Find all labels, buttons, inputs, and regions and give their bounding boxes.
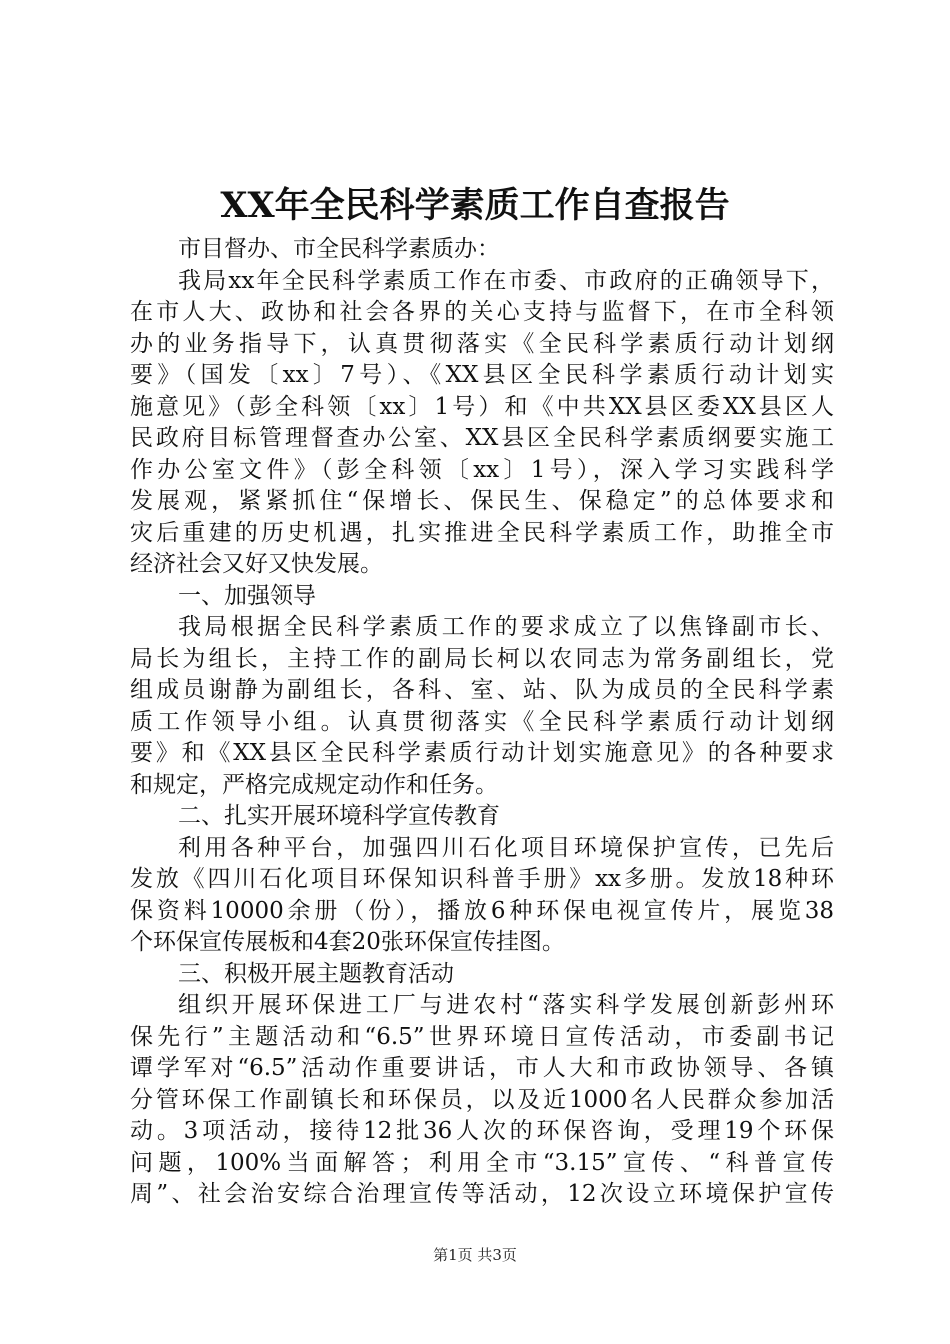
page-footer: 第1页 共3页 <box>433 1246 517 1264</box>
body-text-line: 我局根据全民科学素质工作的要求成立了以焦锋副市长、 <box>178 614 834 640</box>
body-text-line: 局长为组长，主持工作的副局长柯以农同志为常务副组长，党 <box>130 645 834 672</box>
body-text-line: 组织开展环保进工厂与进农村“落实科学发展创新彭州环 <box>178 992 834 1018</box>
body-text-line: 组成员谢静为副组长，各科、室、站、队为成员的全民科学素 <box>130 677 834 703</box>
body-text-line: 分管环保工作副镇长和环保员，以及近1000名人民群众参加活 <box>130 1086 834 1113</box>
body-text-line: 个环保宣传展板和4套20张环保宣传挂图。 <box>130 929 565 955</box>
body-text-line: 灾后重建的历史机遇，扎实推进全民科学素质工作，助推全市 <box>130 519 834 546</box>
section-heading: 二、扎实开展环境科学宣传教育 <box>178 803 500 829</box>
body-text-line: 利用各种平台，加强四川石化项目环境保护宣传，已先后 <box>178 834 834 861</box>
body-text-line: 要》和《XX县区全民科学素质行动计划实施意见》的各种要求 <box>130 740 834 766</box>
body-text-line: 发放《四川石化项目环保知识科普手册》xx多册。发放18种环 <box>130 866 834 892</box>
document-title: XX年全民科学素质工作自查报告 <box>220 185 730 226</box>
body-text-line: 施意见》（彭全科领〔xx〕1号）和《中共XX县区委XX县区人 <box>130 393 834 420</box>
body-text-line: 办的业务指导下，认真贯彻落实《全民科学素质行动计划纲 <box>130 330 834 357</box>
body-text-line: 动。3项活动，接待12批36人次的环保咨询，受理19个环保 <box>130 1118 834 1144</box>
body-text-line: 周”、社会治安综合治理宣传等活动，12次设立环境保护宣传 <box>130 1181 834 1207</box>
body-text-line: 作办公室文件》（彭全科领〔xx〕1号），深入学习实践科学 <box>130 456 834 483</box>
body-text-line: 民政府目标管理督查办公室、XX县区全民科学素质纲要实施工 <box>130 425 834 451</box>
body-text-line: 要》（国发〔xx〕7号）、《XX县区全民科学素质行动计划实 <box>130 362 834 388</box>
salutation-line: 市目督办、市全民科学素质办： <box>178 236 500 262</box>
body-text-line: 质工作领导小组。认真贯彻落实《全民科学素质行动计划纲 <box>130 708 834 735</box>
section-heading: 一、加强领导 <box>178 582 316 609</box>
body-text-line: 经济社会又好又快发展。 <box>130 551 383 577</box>
body-text-line: 发展观，紧紧抓住“保增长、保民生、保稳定”的总体要求和 <box>130 488 834 514</box>
body-text-line: 保先行”主题活动和“6.5”世界环境日宣传活动，市委副书记 <box>130 1023 834 1050</box>
body-text-line: 问题，100%当面解答；利用全市“3.15”宣传、“科普宣传 <box>130 1149 834 1176</box>
body-text-line: 保资料10000余册（份），播放6种环保电视宣传片，展览38 <box>130 897 834 924</box>
body-text-line: 谭学军对“6.5”活动作重要讲话，市人大和市政协领导、各镇 <box>130 1055 834 1081</box>
document-body <box>130 234 834 1211</box>
body-text-line: 我局xx年全民科学素质工作在市委、市政府的正确领导下， <box>178 267 834 294</box>
body-text-line: 在市人大、政协和社会各界的关心支持与监督下，在市全科领 <box>130 299 834 325</box>
body-text-line: 和规定，严格完成规定动作和任务。 <box>130 771 498 798</box>
section-heading: 三、积极开展主题教育活动 <box>178 960 454 987</box>
